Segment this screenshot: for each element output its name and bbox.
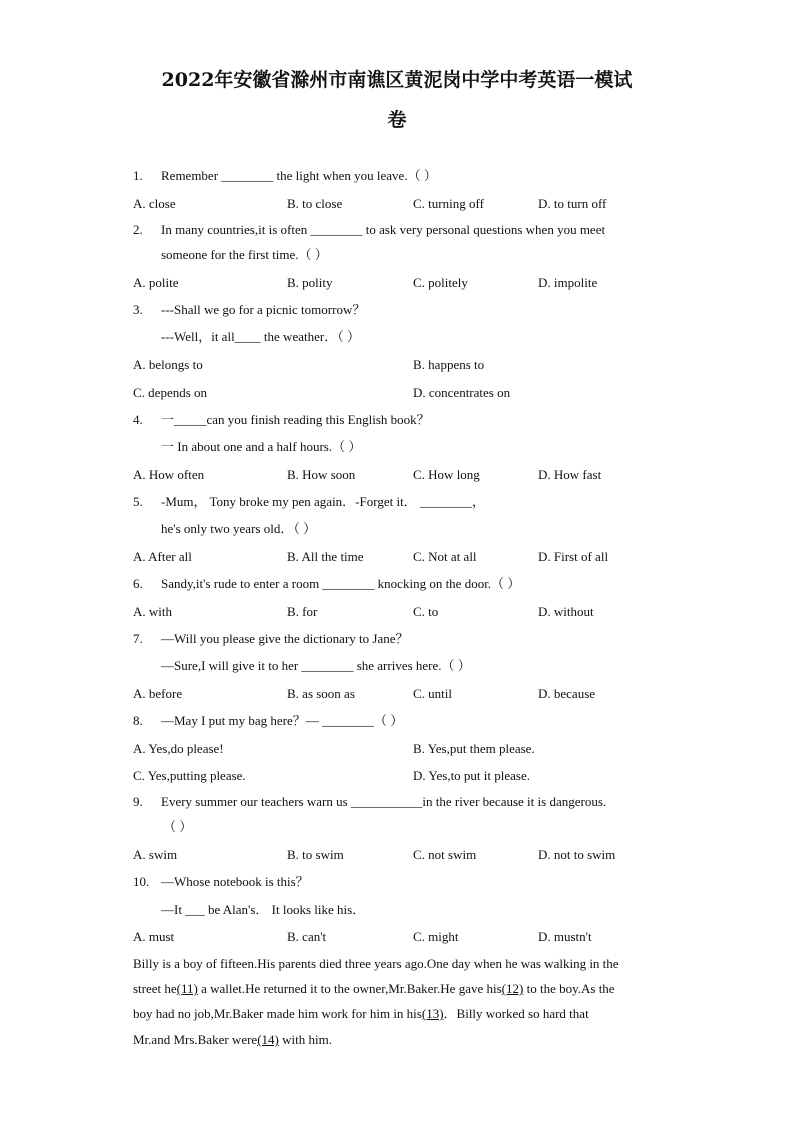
page-title [100, 60, 694, 140]
question-text: -Mum， Tony broke my pen again．-Forget it． ________， [161, 494, 485, 509]
question-number: 3. [133, 302, 143, 317]
option-c[interactable]: C. Yes,putting please. [133, 768, 246, 783]
question-8 [133, 712, 403, 730]
option-d[interactable]: D. How fast [538, 467, 602, 482]
option-a[interactable]: A. belongs to [133, 357, 203, 372]
question-number: 1. [133, 168, 143, 183]
passage-line-3 [133, 1005, 589, 1023]
question-number: 8. [133, 713, 143, 728]
question-number: 2. [133, 222, 143, 237]
question-number: 9. [133, 794, 143, 809]
question-2 [133, 221, 605, 239]
option-a[interactable]: A. with [133, 604, 172, 619]
option-b[interactable]: B. as soon as [287, 686, 355, 701]
option-d[interactable]: D. to turn off [538, 196, 607, 211]
option-d[interactable]: D. because [538, 686, 596, 701]
option-a[interactable]: A. polite [133, 275, 179, 290]
option-c[interactable]: C. politely [413, 275, 468, 290]
option-c[interactable]: C. not swim [413, 847, 477, 862]
option-c[interactable]: C. depends on [133, 385, 208, 400]
question-text-cont: someone for the first time.（ ） [161, 247, 328, 262]
passage-text: to the boy.As the [523, 981, 615, 996]
question-text: In many countries,it is often ________ to ask very personal questions when you meet [161, 222, 606, 237]
question-9 [133, 793, 606, 811]
question-text: —Will you please give the dictionary to Jane？ [161, 631, 409, 646]
option-c[interactable]: C. might [413, 929, 459, 944]
question-text-cont: ---Well，it all____ the weather．（ ） [161, 329, 360, 344]
option-a[interactable]: A. Yes,do please! [133, 741, 224, 756]
question-number: 5. [133, 494, 143, 509]
option-a[interactable]: A. before [133, 686, 183, 701]
question-text: —May I put my bag here？— ________（ ） [161, 713, 404, 728]
question-6 [133, 575, 520, 593]
question-5 [133, 493, 485, 511]
passage-text: with him. [278, 1032, 332, 1047]
option-a[interactable]: A. swim [133, 847, 178, 862]
question-text: 一_____can you finish reading this English book？ [161, 412, 430, 427]
option-a[interactable]: A. After all [133, 549, 192, 564]
option-a[interactable]: A. must [133, 929, 175, 944]
passage-line-4 [133, 1031, 332, 1049]
option-d[interactable]: D. Yes,to put it please. [413, 768, 530, 783]
question-text: —Whose notebook is this？ [161, 874, 309, 889]
option-b[interactable]: B. to swim [287, 847, 344, 862]
option-d[interactable]: D. First of all [538, 549, 609, 564]
option-b[interactable]: B. All the time [287, 549, 364, 564]
option-c[interactable]: C. Not at all [413, 549, 477, 564]
question-number: 7. [133, 631, 143, 646]
passage-line-2 [133, 980, 615, 998]
option-b[interactable]: B. can't [287, 929, 327, 944]
option-b[interactable]: B. Yes,put them please. [413, 741, 535, 756]
question-text: ---Shall we go for a picnic tomorrow？ [161, 302, 366, 317]
question-text-cont: he's only two years old．（ ） [161, 521, 317, 536]
option-a[interactable]: A. close [133, 196, 176, 211]
question-text-cont: —Sure,I will give it to her ________ she arrives here.（ ） [161, 658, 471, 673]
question-3 [133, 301, 365, 319]
option-c[interactable]: C. How long [413, 467, 480, 482]
question-text: Every summer our teachers warn us ___________in the river because it is dangerous. [161, 794, 607, 809]
question-number: 10. [133, 874, 150, 889]
option-d[interactable]: D. without [538, 604, 594, 619]
option-b[interactable]: B. How soon [287, 467, 356, 482]
question-7 [133, 630, 409, 648]
option-c[interactable]: C. to [413, 604, 439, 619]
option-b[interactable]: B. for [287, 604, 318, 619]
question-10 [133, 873, 309, 891]
blank-14[interactable]: (14) [257, 1032, 279, 1047]
question-text-cont: 一 In about one and a half hours.（ ） [161, 439, 362, 454]
question-1 [133, 167, 437, 185]
option-d[interactable]: D. mustn't [538, 929, 592, 944]
option-c[interactable]: C. turning off [413, 196, 484, 211]
option-b[interactable]: B. happens to [413, 357, 485, 372]
question-number: 4. [133, 412, 143, 427]
option-b[interactable]: B. polity [287, 275, 333, 290]
title-line-1: 2022年安徽省滁州市南谯区黄泥岗中学中考英语一模试 [161, 69, 633, 91]
passage-text: ．Billy worked so hard that [443, 1006, 589, 1021]
question-text: Remember ________ the light when you leave.（ ） [161, 168, 437, 183]
passage-text: boy had no job,Mr.Baker made him work for him in his [133, 1006, 422, 1021]
question-text-cont: —It ___ be Alan's． It looks like his． [161, 902, 366, 917]
question-text: Sandy,it's rude to enter a room ________ knocking on the door.（ ） [161, 576, 521, 591]
blank-13[interactable]: (13) [421, 1006, 444, 1021]
option-d[interactable]: D. not to swim [538, 847, 616, 862]
question-number: 6. [133, 576, 143, 591]
option-d[interactable]: D. impolite [538, 275, 598, 290]
option-d[interactable]: D. concentrates on [413, 385, 511, 400]
passage-text: a wallet.He returned it to the owner,Mr.Baker.He gave his [197, 981, 502, 996]
passage-text: street he [133, 981, 177, 996]
blank-11[interactable]: (11) [176, 981, 198, 996]
question-4 [133, 411, 430, 429]
title-line-2: 卷 [387, 109, 407, 131]
blank-12[interactable]: (12) [501, 981, 524, 996]
option-a[interactable]: A. How often [133, 467, 205, 482]
question-text-cont: （ ） [163, 819, 193, 834]
option-b[interactable]: B. to close [287, 196, 343, 211]
passage-line-1: Billy is a boy of fifteen.His parents died three years ago.One day when he was walking in the [133, 956, 619, 971]
passage-text: Mr.and Mrs.Baker were [133, 1032, 258, 1047]
option-c[interactable]: C. until [413, 686, 453, 701]
